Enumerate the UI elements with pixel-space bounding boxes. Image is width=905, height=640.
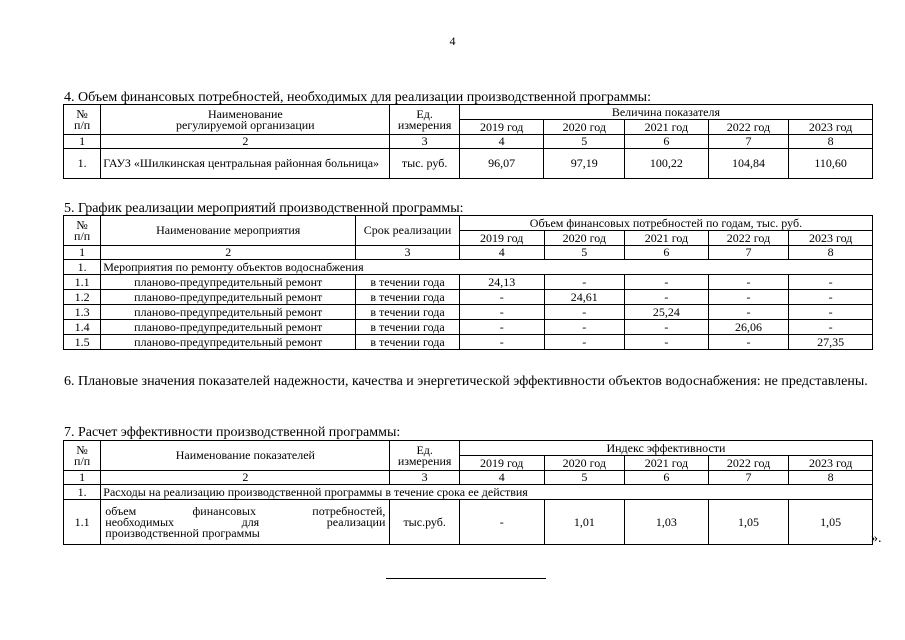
row-num: 1.4 [64, 320, 101, 335]
col-number: 8 [789, 135, 873, 149]
value-cell: 26,06 [708, 320, 789, 335]
schedule-table [63, 215, 873, 350]
col-number: 8 [789, 246, 873, 260]
header-year: 2023 год [789, 456, 873, 471]
value-cell: 96,07 [459, 149, 544, 179]
value-cell: - [789, 290, 873, 305]
col-number: 1 [64, 471, 101, 485]
header-year: 2020 год [544, 456, 625, 471]
unit: тыс. руб. [390, 149, 460, 179]
header-year: 2021 год [625, 120, 709, 135]
col-number: 4 [459, 246, 544, 260]
unit: тыс.руб. [390, 500, 460, 545]
indicator-name: объем финансовых потребностей, необходимых для реализации производственной программы [101, 500, 390, 545]
value-cell: - [544, 320, 625, 335]
financial-needs-table [63, 104, 873, 179]
col-number: 6 [625, 246, 709, 260]
section-4-heading: 4. Объем финансовых потребностей, необходимых для реализации производственной программы: [64, 90, 651, 105]
col-number: 6 [625, 135, 709, 149]
value-cell: - [625, 275, 709, 290]
group-row-text: Расходы на реализацию производственной программы в течение срока ее действия [101, 485, 873, 500]
activity-name: планово-предупредительный ремонт [101, 335, 356, 350]
col-number: 2 [101, 246, 356, 260]
section-7-heading: 7. Расчет эффективности производственной программы: [64, 425, 401, 440]
header-year: 2022 год [708, 456, 789, 471]
value-cell: 27,35 [789, 335, 873, 350]
header-activity-name: Наименование мероприятия [101, 216, 356, 246]
value-cell: - [708, 275, 789, 290]
activity-name: планово-предупредительный ремонт [101, 275, 356, 290]
value-cell: - [708, 290, 789, 305]
header-year: 2020 год [544, 120, 625, 135]
header-year: 2020 год [544, 231, 625, 246]
value-cell: - [459, 335, 544, 350]
row-num: 1. [64, 149, 101, 179]
header-year: 2019 год [459, 456, 544, 471]
group-row-num: 1. [64, 260, 101, 275]
col-number: 4 [459, 135, 544, 149]
value-cell: - [625, 320, 709, 335]
row-num: 1.3 [64, 305, 101, 320]
header-year: 2022 год [708, 231, 789, 246]
header-year: 2021 год [625, 231, 709, 246]
header-year: 2019 год [459, 120, 544, 135]
efficiency-table [63, 440, 873, 545]
group-row-text: Мероприятия по ремонту объектов водоснабжения [101, 260, 873, 275]
section-5-heading: 5. График реализации мероприятий производственной программы: [64, 201, 464, 216]
value-cell: - [544, 275, 625, 290]
term: в течении года [356, 290, 460, 305]
value-cell: - [789, 305, 873, 320]
value-cell: - [708, 335, 789, 350]
value-cell: 100,22 [625, 149, 709, 179]
group-row [64, 485, 873, 500]
col-number: 3 [356, 246, 460, 260]
activity-name: планово-предупредительный ремонт [101, 290, 356, 305]
value-cell: 1,01 [544, 500, 625, 545]
header-group: Величина показателя [459, 105, 872, 120]
header-indicator-name: Наименование показателей [101, 441, 390, 471]
term: в течении года [356, 335, 460, 350]
value-cell: - [459, 500, 544, 545]
table-row [64, 500, 873, 545]
value-cell: - [459, 320, 544, 335]
header-num: № п/п [64, 441, 101, 471]
value-cell: - [544, 335, 625, 350]
header-num: № п/п [64, 216, 101, 246]
term: в течении года [356, 275, 460, 290]
value-cell: 24,13 [459, 275, 544, 290]
header-year: 2023 год [789, 231, 873, 246]
value-cell: 24,61 [544, 290, 625, 305]
col-number: 7 [708, 471, 789, 485]
term: в течении года [356, 320, 460, 335]
col-number: 1 [64, 246, 101, 260]
row-num: 1.1 [64, 500, 101, 545]
col-number: 5 [544, 471, 625, 485]
group-row-num: 1. [64, 485, 101, 500]
col-number: 6 [625, 471, 709, 485]
col-number: 7 [708, 246, 789, 260]
value-cell: 110,60 [789, 149, 873, 179]
row-num: 1.1 [64, 275, 101, 290]
value-cell: - [459, 290, 544, 305]
col-number: 4 [459, 471, 544, 485]
header-year: 2019 год [459, 231, 544, 246]
col-number: 2 [101, 471, 390, 485]
value-cell: - [789, 275, 873, 290]
header-year: 2021 год [625, 456, 709, 471]
table-row [64, 290, 873, 305]
col-number: 7 [708, 135, 789, 149]
value-cell: 97,19 [544, 149, 625, 179]
value-cell: - [625, 335, 709, 350]
page-number: 4 [449, 34, 456, 48]
header-unit: Ед. измерения [390, 105, 460, 135]
header-group: Индекс эффективности [459, 441, 872, 456]
row-num: 1.5 [64, 335, 101, 350]
value-cell: 1,05 [708, 500, 789, 545]
org-name: ГАУЗ «Шилкинская центральная районная больница» [101, 149, 390, 179]
table-row [64, 149, 873, 179]
col-number: 3 [390, 471, 460, 485]
header-year: 2023 год [789, 120, 873, 135]
value-cell: 25,24 [625, 305, 709, 320]
header-num: № п/п [64, 105, 101, 135]
table-row [64, 305, 873, 320]
col-number: 8 [789, 471, 873, 485]
value-cell: 104,84 [708, 149, 789, 179]
col-number: 5 [544, 246, 625, 260]
header-group: Объем финансовых потребностей по годам, тыс. руб. [459, 216, 872, 231]
value-cell: - [459, 305, 544, 320]
col-number: 1 [64, 135, 101, 149]
col-number: 3 [390, 135, 460, 149]
header-unit: Ед. измерения [390, 441, 460, 471]
col-number: 2 [101, 135, 390, 149]
table-row [64, 335, 873, 350]
header-year: 2022 год [708, 120, 789, 135]
value-cell: 1,05 [789, 500, 873, 545]
header-org-name: Наименование регулируемой организации [101, 105, 390, 135]
activity-name: планово-предупредительный ремонт [101, 320, 356, 335]
activity-name: планово-предупредительный ремонт [101, 305, 356, 320]
table-row [64, 320, 873, 335]
group-row [64, 260, 873, 275]
value-cell: - [544, 305, 625, 320]
term: в течении года [356, 305, 460, 320]
footer-divider [386, 578, 546, 579]
closing-quote-mark: ». [871, 531, 882, 546]
section-6-paragraph: 6. Плановые значения показателей надежности, качества и энергетической эффективности объектов водоснабжения: не представлены. [64, 374, 868, 389]
table-row [64, 275, 873, 290]
value-cell: - [789, 320, 873, 335]
row-num: 1.2 [64, 290, 101, 305]
col-number: 5 [544, 135, 625, 149]
header-term: Срок реализации [356, 216, 460, 246]
value-cell: - [708, 305, 789, 320]
value-cell: - [625, 290, 709, 305]
value-cell: 1,03 [625, 500, 709, 545]
